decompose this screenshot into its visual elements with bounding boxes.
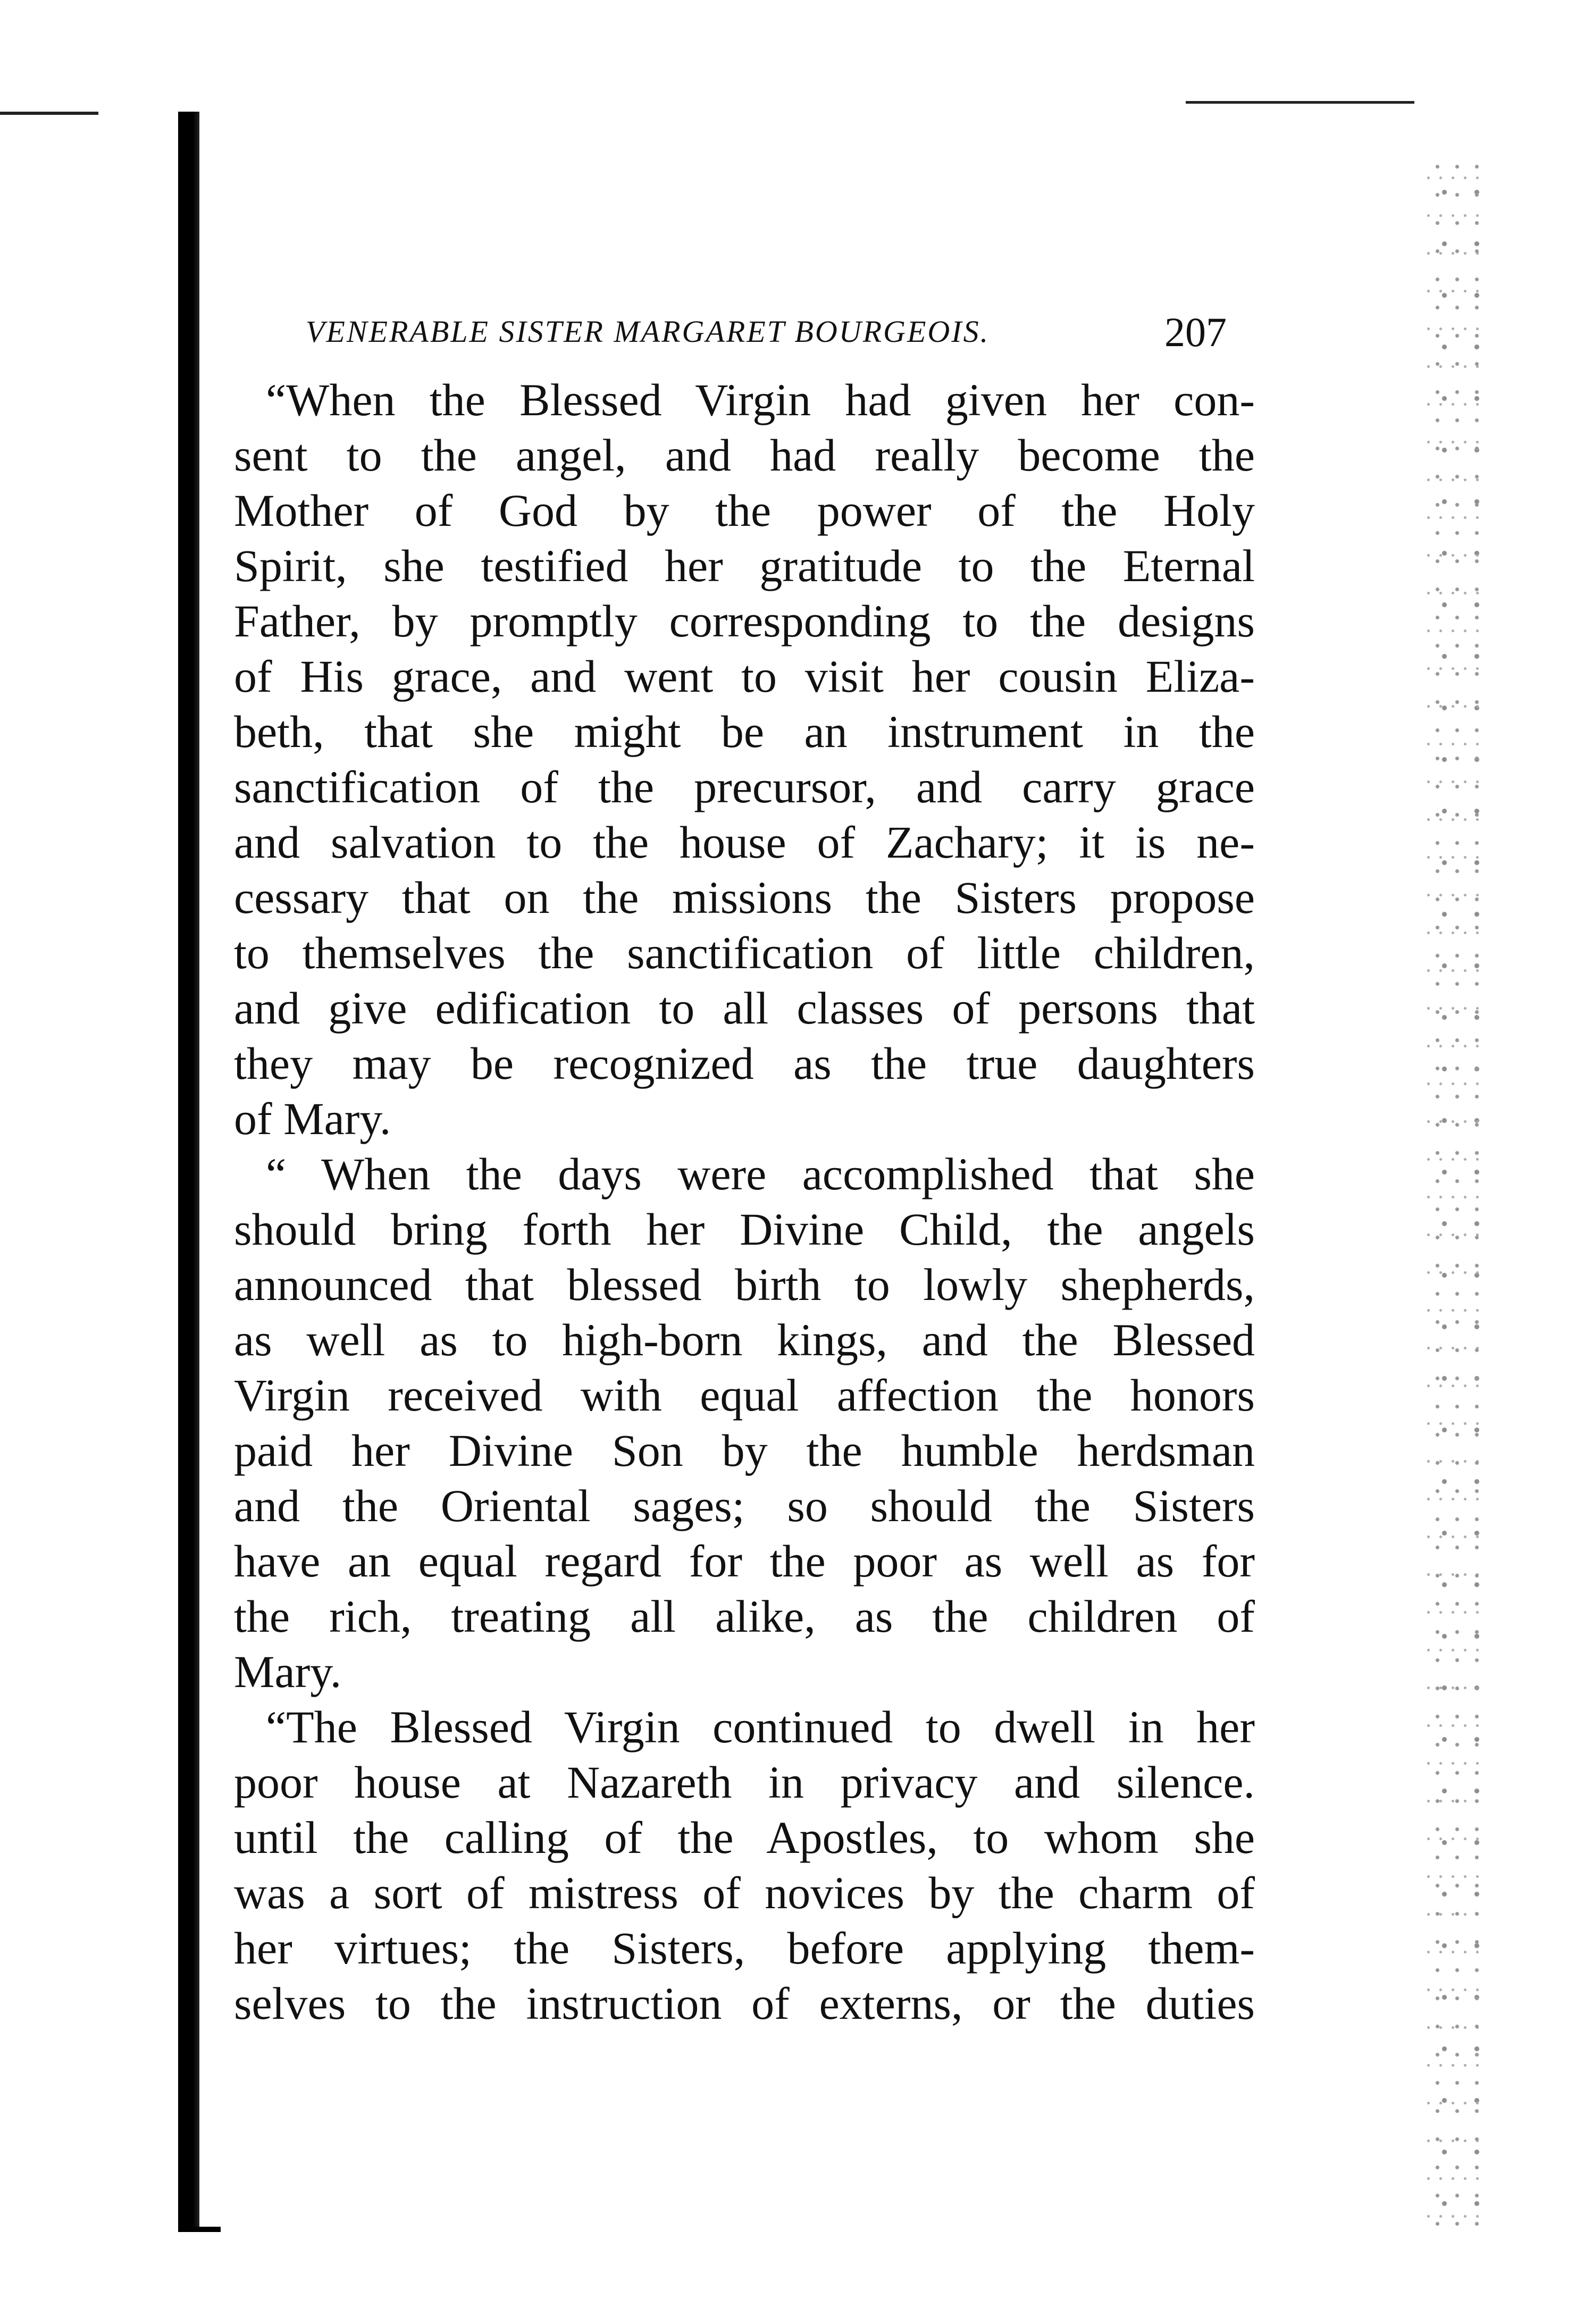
text-line: Mother of God by the power of the Holy — [234, 485, 1255, 536]
text-line: announced that blessed birth to lowly shepherds, — [234, 1259, 1255, 1310]
text-line: and salvation to the house of Zachary; it is ne- — [234, 817, 1255, 868]
text-line: her virtues; the Sisters, before applying them- — [234, 1923, 1255, 1974]
paragraph — [234, 1699, 1255, 2031]
scan-edge-rule-left — [0, 112, 98, 115]
text-line: “When the Blessed Virgin had given her con- — [266, 374, 1255, 425]
text-line: the rich, treating all alike, as the children of — [234, 1591, 1255, 1642]
text-line: and give edification to all classes of persons that — [234, 983, 1255, 1034]
text-line: paid her Divine Son by the humble herdsman — [234, 1425, 1255, 1476]
text-line: “ When the days were accomplished that she — [266, 1148, 1255, 1199]
text-line: Father, by promptly corresponding to the designs — [234, 595, 1255, 647]
text-line: should bring forth her Divine Child, the angels — [234, 1204, 1255, 1255]
text-line: sent to the angel, and had really become the — [234, 430, 1255, 481]
text-line: have an equal regard for the poor as well as for — [234, 1536, 1255, 1587]
text-line: selves to the instruction of externs, or the duties — [234, 1978, 1255, 2029]
scan-margin-noise — [1425, 149, 1483, 2233]
text-line: poor house at Nazareth in privacy and silence. — [234, 1757, 1255, 1808]
paragraph — [234, 372, 1255, 1146]
text-line: Virgin received with equal affection the honors — [234, 1370, 1255, 1421]
paragraph — [234, 1146, 1255, 1699]
page-number: 207 — [1164, 309, 1227, 355]
text-line: was a sort of mistress of novices by the charm of — [234, 1867, 1255, 1918]
text-line: beth, that she might be an instrument in the — [234, 706, 1255, 757]
text-line: Spirit, she testified her gratitude to the Eternal — [234, 540, 1255, 591]
text-line: to themselves the sanctification of little children, — [234, 927, 1255, 978]
scan-edge-rule-right — [1186, 101, 1414, 104]
text-line: as well as to high-born kings, and the Blessed — [234, 1314, 1255, 1365]
text-line: cessary that on the missions the Sisters propose — [234, 872, 1255, 923]
text-line: they may be recognized as the true daughters — [234, 1038, 1255, 1089]
text-line: “The Blessed Virgin continued to dwell in her — [266, 1701, 1255, 1752]
text-line: sanctification of the precursor, and carry grace — [234, 761, 1255, 812]
text-line: of His grace, and went to visit her cousin Eliza- — [234, 651, 1255, 702]
text-line: Mary. — [234, 1646, 342, 1697]
page-header — [0, 290, 1576, 354]
text-line: of Mary. — [234, 1093, 391, 1144]
page-binding-edge — [178, 112, 199, 2228]
text-line: until the calling of the Apostles, to whom she — [234, 1812, 1255, 1863]
running-head: VENERABLE SISTER MARGARET BOURGEOIS. — [306, 314, 990, 349]
body-text — [234, 372, 1255, 2031]
text-line: and the Oriental sages; so should the Sisters — [234, 1480, 1255, 1531]
page-binding-foot — [178, 2227, 221, 2232]
